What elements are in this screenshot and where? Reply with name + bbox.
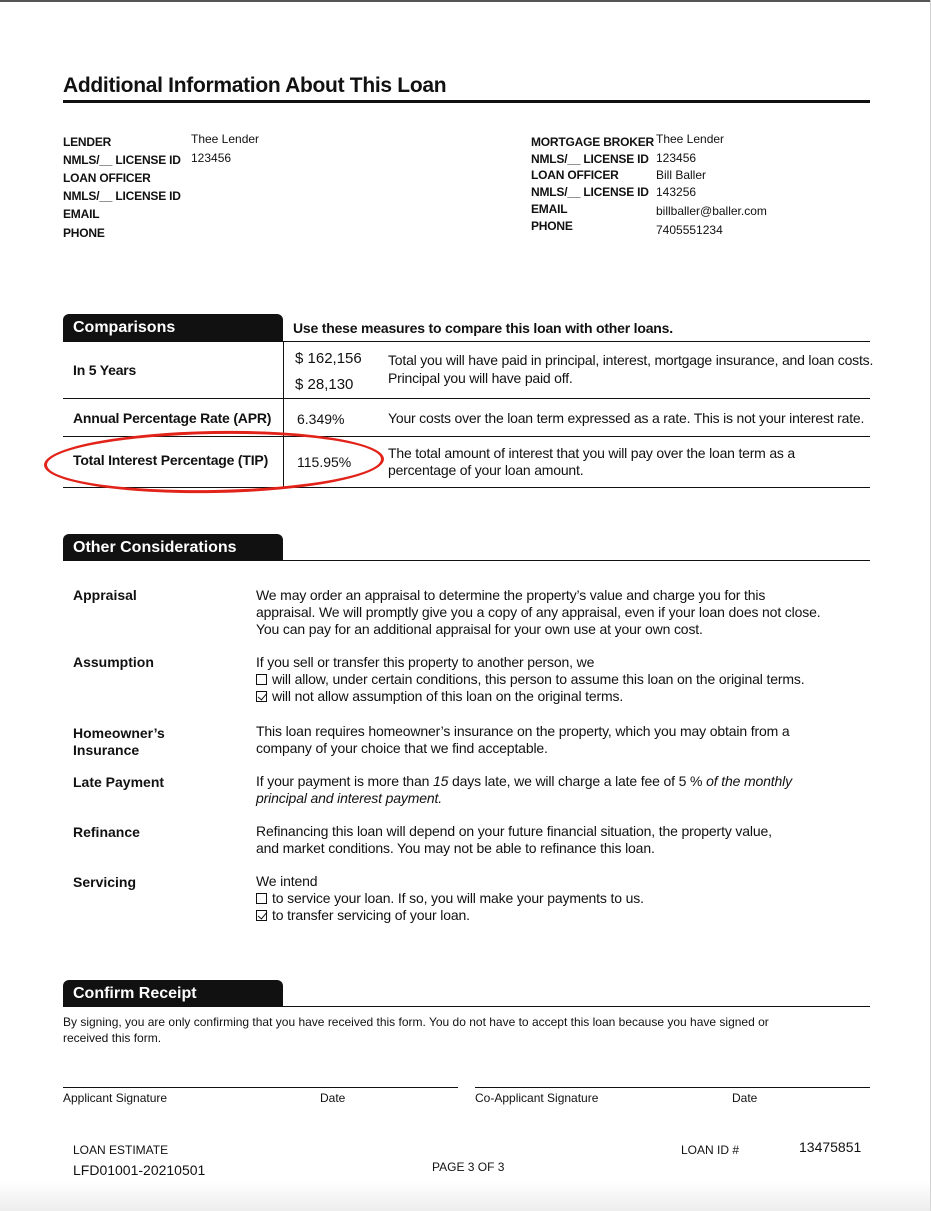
lender-phone-label: PHONE bbox=[63, 226, 105, 240]
late-payment-line-1 bbox=[256, 773, 792, 790]
broker-nmls-value: 123456 bbox=[656, 151, 697, 165]
appraisal-line-2: appraisal. We will promptly give you a copy of any appraisal, even if your loan does not close. bbox=[256, 604, 821, 620]
principal-paid-description: Principal you will have paid off. bbox=[388, 370, 573, 386]
servicing-service-checkbox[interactable] bbox=[256, 893, 267, 904]
assumption-intro: If you sell or transfer this property to another person, we bbox=[256, 654, 595, 670]
broker-email-label: EMAIL bbox=[531, 202, 568, 216]
servicing-text bbox=[256, 873, 644, 924]
assumption-label: Assumption bbox=[73, 654, 154, 670]
lender-label: LENDER bbox=[63, 135, 112, 149]
servicing-transfer-checkbox[interactable] bbox=[256, 910, 267, 921]
insurance-line-2: company of your choice that we find acceptable. bbox=[256, 740, 548, 756]
co-applicant-date-label: Date bbox=[732, 1091, 758, 1105]
tip-highlight-ellipse bbox=[43, 428, 384, 496]
assumption-option-not-allow[interactable] bbox=[256, 688, 804, 705]
appraisal-line-3: You can pay for an additional appraisal for your own use at your own cost. bbox=[256, 621, 703, 637]
servicing-intro: We intend bbox=[256, 873, 318, 889]
assumption-allow-checkbox[interactable] bbox=[256, 674, 267, 685]
assumption-not-allow-checkbox[interactable] bbox=[256, 691, 267, 702]
late-payment-label: Late Payment bbox=[73, 774, 165, 790]
broker-phone-label: PHONE bbox=[531, 219, 573, 233]
apr-value: 6.349% bbox=[297, 411, 345, 427]
refinance-label: Refinance bbox=[73, 824, 140, 840]
refinance-line-1: Refinancing this loan will depend on your future financial situation, the property value, bbox=[256, 823, 772, 839]
broker-officer-value: Bill Baller bbox=[656, 168, 707, 182]
servicing-service-label: to service your loan. If so, you will make your payments to us. bbox=[272, 890, 644, 906]
late-payment-mid: days late, we will charge a late fee of bbox=[448, 773, 679, 789]
assumption-not-allow-label: will not allow assumption of this loan on the original terms. bbox=[272, 688, 624, 704]
broker-label: MORTGAGE BROKER bbox=[531, 135, 655, 149]
assumption-text bbox=[256, 654, 804, 705]
other-considerations-tab: Other Considerations bbox=[63, 534, 283, 561]
broker-phone-value: 7405551234 bbox=[656, 223, 723, 237]
footer-page-number: PAGE 3 OF 3 bbox=[432, 1160, 505, 1174]
page-bottom-shade bbox=[0, 1181, 931, 1211]
late-payment-suffix: of the monthly bbox=[702, 773, 792, 789]
total-paid-value: $ 162,156 bbox=[295, 350, 362, 367]
confirm-receipt-tab: Confirm Receipt bbox=[63, 980, 283, 1007]
broker-officer-label: LOAN OFFICER bbox=[531, 168, 619, 182]
principal-paid-value: $ 28,130 bbox=[295, 376, 354, 393]
insurance-label-line-2: Insurance bbox=[73, 742, 140, 758]
total-paid-description: Total you will have paid in principal, interest, mortgage insurance, and loan costs. bbox=[388, 352, 874, 368]
apr-label: Annual Percentage Rate (APR) bbox=[73, 410, 272, 426]
lender-nmls-value: 123456 bbox=[191, 151, 232, 165]
late-payment-fee: 5 % bbox=[678, 773, 703, 789]
in-5-years-label: In 5 Years bbox=[73, 362, 137, 378]
broker-officer-nmls-label: NMLS/__ LICENSE ID bbox=[531, 185, 649, 199]
broker-email-value: billballer@baller.com bbox=[656, 204, 767, 218]
tip-description-line-1: The total amount of interest that you will pay over the loan term as a bbox=[388, 445, 795, 461]
confirm-receipt-line-1: By signing, you are only confirming that you have received this form. You do not have to accept this loan because you have signed or bbox=[63, 1015, 769, 1029]
servicing-transfer-label: to transfer servicing of your loan. bbox=[272, 907, 470, 923]
servicing-option-transfer[interactable] bbox=[256, 907, 644, 924]
confirm-receipt-line-2: received this form. bbox=[63, 1031, 162, 1045]
lender-officer-nmls-label: NMLS/__ LICENSE ID bbox=[63, 189, 181, 203]
refinance-text bbox=[256, 823, 772, 857]
applicant-signature-label: Applicant Signature bbox=[63, 1091, 168, 1105]
co-applicant-signature-line[interactable] bbox=[475, 1087, 870, 1088]
confirm-receipt-text bbox=[63, 1014, 870, 1046]
servicing-option-service[interactable] bbox=[256, 890, 644, 907]
page-title: Additional Information About This Loan bbox=[63, 74, 447, 97]
late-payment-prefix: If your payment is more than bbox=[256, 773, 433, 789]
broker-officer-nmls-value: 143256 bbox=[656, 185, 697, 199]
late-payment-line-2 bbox=[256, 790, 792, 807]
lender-value: Thee Lender bbox=[191, 132, 260, 146]
assumption-allow-label: will allow, under certain conditions, this person to assume this loan on the original terms. bbox=[272, 671, 805, 687]
insurance-label bbox=[73, 725, 165, 759]
late-payment-text bbox=[256, 773, 792, 807]
lender-email-label: EMAIL bbox=[63, 207, 100, 221]
servicing-label: Servicing bbox=[73, 874, 137, 890]
late-payment-line-2-text: principal and interest payment. bbox=[256, 790, 443, 806]
broker-nmls-label: NMLS/__ LICENSE ID bbox=[531, 152, 649, 166]
applicant-signature-line[interactable] bbox=[63, 1087, 458, 1088]
appraisal-label: Appraisal bbox=[73, 587, 137, 603]
insurance-line-1: This loan requires homeowner’s insurance on the property, which you may obtain from a bbox=[256, 723, 790, 739]
top-border bbox=[0, 0, 931, 2]
insurance-label-line-1: Homeowner’s bbox=[73, 725, 165, 741]
lender-officer-label: LOAN OFFICER bbox=[63, 171, 151, 185]
appraisal-line-1: We may order an appraisal to determine the property’s value and charge you for this bbox=[256, 587, 766, 603]
co-applicant-signature-label: Co-Applicant Signature bbox=[475, 1091, 599, 1105]
applicant-date-label: Date bbox=[320, 1091, 346, 1105]
comparisons-top-rule bbox=[63, 341, 870, 342]
footer-form-code: LFD01001-20210501 bbox=[73, 1162, 206, 1178]
other-considerations-rule bbox=[63, 560, 870, 561]
appraisal-text bbox=[256, 587, 820, 638]
comparisons-row-rule-1 bbox=[63, 398, 870, 399]
footer-form-name: LOAN ESTIMATE bbox=[73, 1143, 169, 1157]
broker-value: Thee Lender bbox=[656, 132, 725, 146]
tip-description-line-2: percentage of your loan amount. bbox=[388, 462, 584, 478]
assumption-option-allow[interactable] bbox=[256, 671, 804, 688]
title-rule bbox=[63, 100, 870, 103]
apr-description: Your costs over the loan term expressed as a rate. This is not your interest rate. bbox=[388, 410, 865, 426]
tip-label: Total Interest Percentage (TIP) bbox=[73, 452, 269, 468]
late-payment-days: 15 bbox=[432, 773, 449, 789]
tip-value: 115.95% bbox=[297, 454, 352, 470]
lender-nmls-label: NMLS/__ LICENSE ID bbox=[63, 153, 181, 167]
comparisons-tab: Comparisons bbox=[63, 314, 283, 341]
refinance-line-2: and market conditions. You may not be able to refinance this loan. bbox=[256, 840, 655, 856]
insurance-text bbox=[256, 723, 790, 757]
footer-loan-id-value: 13475851 bbox=[799, 1139, 862, 1155]
comparisons-intro: Use these measures to compare this loan with other loans. bbox=[293, 320, 673, 336]
confirm-receipt-rule bbox=[63, 1006, 870, 1007]
footer-loan-id-label: LOAN ID # bbox=[681, 1143, 740, 1157]
